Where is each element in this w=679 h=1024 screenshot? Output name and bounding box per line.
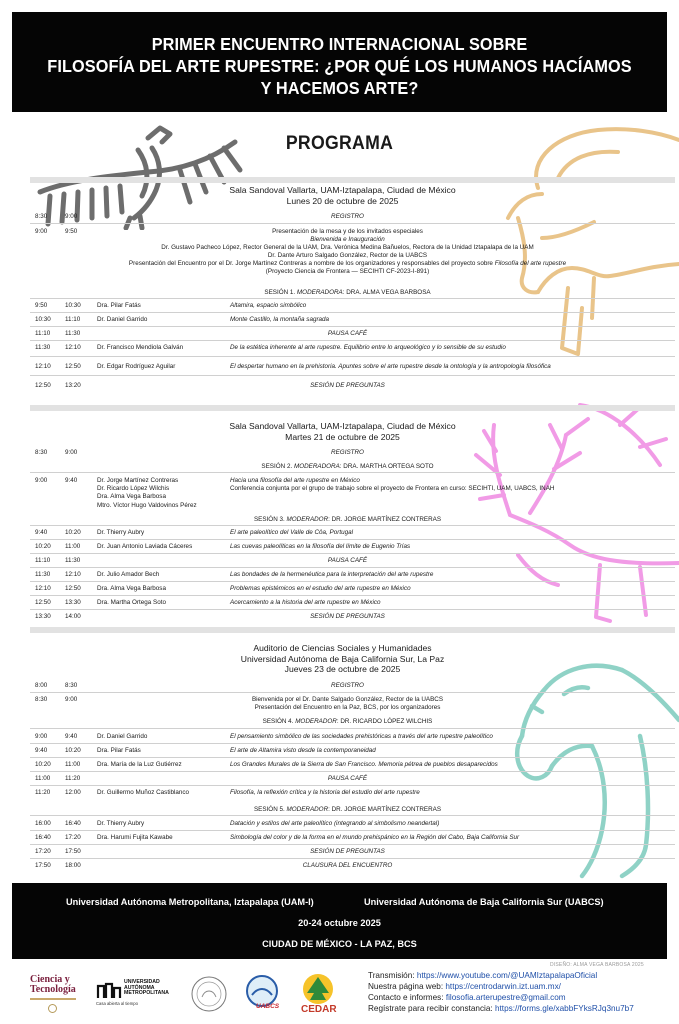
day2-date: Martes 21 de octubre de 2025 <box>285 431 400 442</box>
speaker: Dr. Daniel Garrido <box>97 733 148 740</box>
day3-bar <box>30 627 675 633</box>
end-time: 9:00 <box>65 213 78 220</box>
moderator-name: : DRA. MARTHA ORTEGA SOTO <box>339 463 434 470</box>
moderator-role: MODERADORA <box>296 289 343 296</box>
start-time: 11:20 <box>35 789 51 796</box>
start-time: 11:30 <box>35 344 51 351</box>
speaker: Dra. Pilar Fatás <box>97 302 141 309</box>
start-time: 9:40 <box>35 747 48 754</box>
start-time: 16:00 <box>35 820 51 827</box>
start-time: 16:40 <box>35 834 51 841</box>
opening-line: Dr. Dante Arturo Salgado González, Rector de la UABCS <box>267 252 428 259</box>
schedule-row <box>35 449 660 460</box>
end-time: 9:00 <box>65 449 78 456</box>
end-time: 11:00 <box>65 543 81 550</box>
talk-title: El arte paleolítico del Valle de Côa, Portugal <box>230 529 353 536</box>
day2-bar <box>30 405 675 411</box>
speaker: Dra. Pilar Fatás <box>97 747 141 754</box>
speaker: Dra. Martha Ortega Soto <box>97 599 166 606</box>
day1-date: Lunes 20 de octubre de 2025 <box>286 195 399 206</box>
schedule-row <box>35 382 660 393</box>
welcome-line: Bienvenida por el Dr. Dante Salgado González, Rector de la UABCS <box>251 696 444 703</box>
speaker: Dr. Thierry Aubry <box>97 820 145 827</box>
moderator-name: : DR. JORGE MARTÍNEZ CONTRERAS <box>328 516 442 523</box>
speaker: Dra. María de la Luz Gutiérrez <box>97 761 182 768</box>
tree-icon <box>298 973 338 1005</box>
web-label: Nuestra página web: <box>368 982 446 991</box>
start-time: 8:00 <box>35 682 48 689</box>
opening-line: Dr. Gustavo Pacheco López, Rector General de la UAM, Dra. Verónica Medina Bañuelos, Rectora de la Unidad Iztapalapa de la UAM <box>161 244 534 251</box>
end-time: 9:40 <box>65 477 78 484</box>
end-time: 13:20 <box>65 382 81 389</box>
moderator-name: : DR. JORGE MARTÍNEZ CONTRERAS <box>328 806 442 813</box>
talk-title: Datación y estilos del arte paleolítico (integrando al simbolismo neandertal) <box>230 820 440 827</box>
start-time: 13:30 <box>35 613 51 620</box>
event-label: REGISTRO <box>331 213 364 220</box>
day3-header <box>30 643 655 675</box>
session-number: SESIÓN 3. <box>253 516 287 523</box>
moderator-role: MODERADOR <box>286 516 329 523</box>
design-credit: DISEÑO: ALMA VEGA BARBOSA 2025 <box>550 962 644 968</box>
event-label: PAUSA CAFÉ <box>327 330 368 337</box>
opening-line <box>35 260 660 268</box>
start-time: 8:30 <box>35 213 48 220</box>
end-time: 11:00 <box>65 761 81 768</box>
speaker: Dr. Francisco Mendiola Galván <box>97 344 184 351</box>
moderator-name: : DR. RICARDO LÓPEZ WILCHIS <box>336 718 433 725</box>
event-title-line-3: Y HACEMOS ARTE? <box>260 78 419 98</box>
email-link[interactable]: filosofia.arterupestre@gmail.com <box>445 993 566 1002</box>
event-label: SESIÓN DE PREGUNTAS <box>310 613 385 620</box>
day3-venue-1: Auditorio de Ciencias Sociales y Humanidades <box>253 643 432 653</box>
session-number: SESIÓN 4. <box>262 718 296 725</box>
schedule-row <box>35 344 660 355</box>
day1-venue: Sala Sandoval Vallarta, UAM-Iztapalapa, Ciudad de México <box>229 185 456 195</box>
welcome-block <box>35 696 660 712</box>
start-time: 12:50 <box>35 382 51 389</box>
speaker: Dr. Guillermo Muñoz Castiblanco <box>97 789 190 796</box>
end-time: 12:00 <box>65 789 81 796</box>
project-name: Filosofía del arte rupestre <box>494 260 567 267</box>
event-label: PAUSA CAFÉ <box>327 557 368 564</box>
day1-header <box>30 185 655 206</box>
start-time: 10:30 <box>35 316 51 323</box>
speaker: Dr. Thierry Aubry <box>97 529 145 536</box>
talk-title: Simbología del color y de la forma en el mundo prehispánico en la Región del Cabo, Baja California Sur <box>230 834 520 841</box>
web-line <box>368 981 634 992</box>
end-time: 18:00 <box>65 862 81 869</box>
uabcs-logo <box>242 975 286 1015</box>
logo-text: Tecnología <box>30 984 76 995</box>
speaker: Dra. Alma Vega Barbosa <box>97 585 166 592</box>
end-time: 10:30 <box>65 302 81 309</box>
end-time: 11:30 <box>65 557 81 564</box>
end-time: 17:20 <box>65 834 81 841</box>
end-time: 16:40 <box>65 820 81 827</box>
talk-title: Las cuevas paleolíticas en la filosofía del límite de Eugenio Trías <box>230 543 411 550</box>
talk-title-text: Hacia una filosofía del arte rupestre en México <box>230 477 360 484</box>
welcome-line: Presentación del Encuentro en la Paz, BCS, por los organizadores <box>254 704 441 711</box>
event-footer <box>12 883 667 959</box>
logo-text: CEDAR <box>301 1004 337 1015</box>
talk-title <box>230 477 554 493</box>
ciencia-tecnologia-logo <box>30 975 90 1015</box>
end-time: 17:50 <box>65 848 81 855</box>
end-time: 10:20 <box>65 529 81 536</box>
uabcs-name: Universidad Autónoma de Baja California Sur (UABCS) <box>364 897 604 907</box>
contact-line <box>368 992 634 1003</box>
event-label: PAUSA CAFÉ <box>327 775 368 782</box>
talk-title: El arte de Altamira visto desde la contemporaneidad <box>230 747 376 754</box>
talk-title: Filosofía, la reflexión crítica y la historia del estudio del arte rupestre <box>230 789 420 796</box>
register-link[interactable]: https://forms.gle/xabbFYksRJq3nu7b7 <box>494 1004 634 1013</box>
moderator-name: : DRA. ALMA VEGA BARBOSA <box>342 289 431 296</box>
day3-venue-2: Universidad Autónoma de Baja California Sur, La Paz <box>240 653 445 664</box>
seal-logo-icon <box>190 975 228 1013</box>
end-time: 12:10 <box>65 344 81 351</box>
end-time: 9:50 <box>65 228 78 235</box>
uam-name: Universidad Autónoma Metropolitana, Iztapalapa (UAM-I) <box>66 897 314 907</box>
uam-emblem-icon <box>96 982 122 1000</box>
end-time: 8:30 <box>65 682 78 689</box>
start-time: 11:00 <box>35 775 51 782</box>
logo-text: UNIVERSIDAD <box>124 979 160 985</box>
schedule-row <box>35 789 660 800</box>
talk-title: El pensamiento simbólico de las sociedades prehistóricas a través del arte rupestre paleolítico <box>230 733 493 740</box>
stream-line <box>368 970 634 981</box>
logo-text: UABCS <box>256 1003 280 1010</box>
moderator-role: MODERADOR <box>286 806 329 813</box>
stream-label: Transmisión: <box>368 971 417 980</box>
start-time: 11:30 <box>35 571 51 578</box>
talk-title: Los Grandes Murales de la Sierra de San Francisco. Memoria pétrea de pueblos desaparecidos <box>230 761 498 768</box>
session-number: SESIÓN 5. <box>253 806 287 813</box>
talk-title: Monte Castillo, la montaña sagrada <box>230 316 330 323</box>
talk-title: De la estética inherente al arte rupestre. Equilibrio entre lo arqueológico y lo sensible de su estudio <box>230 344 506 351</box>
session-number: SESIÓN 2. <box>261 463 294 470</box>
talk-title: Las bondades de la hermenéutica para la interpretación del arte rupestre <box>230 571 434 578</box>
session-1 <box>35 289 660 297</box>
start-time: 8:30 <box>35 449 48 456</box>
end-time: 11:10 <box>65 316 81 323</box>
start-time: 11:10 <box>35 330 51 337</box>
start-time: 10:20 <box>35 761 51 768</box>
start-time: 9:00 <box>35 228 48 235</box>
logo-text: Casa abierta al tiempo <box>96 1001 138 1006</box>
opening-line: (Proyecto Ciencia de Frontera — SECIHTI CF-2023-I-891) <box>265 268 430 275</box>
start-time: 9:00 <box>35 733 48 740</box>
start-time: 17:50 <box>35 862 51 869</box>
start-time: 8:30 <box>35 696 48 703</box>
start-time: 11:10 <box>35 557 51 564</box>
session-3 <box>35 516 660 524</box>
logo-text: Ciencia y <box>30 974 70 985</box>
logo-text: AUTÓNOMA <box>124 984 155 991</box>
register-label: Regístrate para recibir constancia: <box>368 1004 495 1013</box>
end-time: 9:40 <box>65 733 78 740</box>
talk-title: Acercamiento a la historia del arte rupestre en México <box>230 599 381 606</box>
session-4 <box>35 718 660 726</box>
start-time: 9:50 <box>35 302 48 309</box>
talk-title: El despertar humano en la prehistoria. Apuntes sobre el arte rupestre desde la ontología y la antropología filosófica <box>230 363 551 370</box>
stream-link[interactable]: https://www.youtube.com/@UAMIztapalapaOficial <box>416 971 598 980</box>
day2-venue: Sala Sandoval Vallarta, UAM-Iztapalapa, Ciudad de México <box>229 421 456 431</box>
uam-logo <box>96 980 186 1010</box>
end-time: 11:30 <box>65 330 81 337</box>
opening-line: Bienvenida e Inauguración <box>310 236 385 243</box>
speakers: Dr. Jorge Martínez Contreras Dr. Ricardo López Wilchis Dra. Alma Vega Barbosa Mtro. Víctor Hugo Valdovinos Pérez <box>97 477 197 509</box>
end-time: 13:30 <box>65 599 81 606</box>
schedule-row <box>35 613 660 624</box>
event-title-line-1: PRIMER ENCUENTRO INTERNACIONAL SOBRE <box>151 34 528 54</box>
day1-bar <box>30 177 675 183</box>
start-time: 12:10 <box>35 363 51 370</box>
talk-title: Problemas epistémicos en el estudio del arte rupestre en México <box>230 585 411 592</box>
event-label: REGISTRO <box>331 449 364 456</box>
contact-block <box>368 970 634 1014</box>
schedule-row <box>35 477 660 509</box>
contact-label: Contacto e informes: <box>368 993 446 1002</box>
start-time: 12:50 <box>35 599 51 606</box>
schedule-row <box>35 862 660 873</box>
start-time: 9:00 <box>35 477 48 484</box>
register-line <box>368 1003 634 1014</box>
event-label: SESIÓN DE PREGUNTAS <box>310 848 385 855</box>
start-time: 12:10 <box>35 585 51 592</box>
end-time: 10:20 <box>65 747 81 754</box>
start-time: 10:20 <box>35 543 51 550</box>
end-time: 12:50 <box>65 363 81 370</box>
speaker: Dr. Daniel Garrido <box>97 316 148 323</box>
schedule-row <box>35 363 660 374</box>
start-time: 9:40 <box>35 529 48 536</box>
end-time: 11:20 <box>65 775 81 782</box>
web-link[interactable]: https://centrodarwin.izt.uam.mx/ <box>445 982 561 991</box>
logo-text: METROPOLITANA <box>124 990 169 997</box>
end-time: 9:00 <box>65 696 78 703</box>
day3-date: Jueves 23 de octubre de 2025 <box>284 664 401 674</box>
event-header <box>12 12 667 112</box>
event-title-line-2: FILOSOFÍA DEL ARTE RUPESTRE: ¿POR QUÉ LOS HUMANOS HACÍAMOS <box>47 56 632 76</box>
event-cities: CIUDAD DE MÉXICO - LA PAZ, BCS <box>262 939 417 949</box>
session-5 <box>35 806 660 814</box>
session-number: SESIÓN 1. <box>264 289 297 296</box>
event-label: SESIÓN DE PREGUNTAS <box>310 382 385 389</box>
start-time: 17:20 <box>35 848 51 855</box>
speaker: Dra. Harumi Fujita Kawabe <box>97 834 173 841</box>
opening-text: Presentación del Encuentro por el Dr. Jorge Martínez Contreras a nombre de los organizadores y responsables del proyecto sobre <box>128 260 495 267</box>
event-label: REGISTRO <box>331 682 364 689</box>
end-time: 14:00 <box>65 613 81 620</box>
day2-header <box>30 421 655 442</box>
talk-subtitle: Conferencia conjunta por el grupo de trabajo sobre el proyecto de Frontera en curso: SECIHTI, UAM, UABCS, INAH <box>230 485 555 493</box>
opening-block <box>35 228 660 276</box>
opening-line: Presentación de la mesa y de los invitados especiales <box>272 228 423 235</box>
moderator-role: MODERADOR <box>295 718 337 725</box>
moderator-role: MODERADORA <box>293 463 340 470</box>
end-time: 12:10 <box>65 571 81 578</box>
session-2 <box>35 463 660 471</box>
speaker: Dr. Julio Amador Bech <box>97 571 160 578</box>
talk-title: Altamira, espacio simbólico <box>230 302 307 309</box>
cedar-logo <box>298 973 340 1017</box>
event-label: CLAUSURA DEL ENCUENTRO <box>302 862 393 869</box>
event-dates: 20-24 octubre 2025 <box>298 918 381 928</box>
end-time: 12:50 <box>65 585 81 592</box>
programa-title: PROGRAMA <box>285 133 394 154</box>
speaker: Dr. Edgar Rodríguez Aguilar <box>97 363 176 370</box>
speaker: Dr. Juan Antonio Laviada Cáceres <box>97 543 193 550</box>
